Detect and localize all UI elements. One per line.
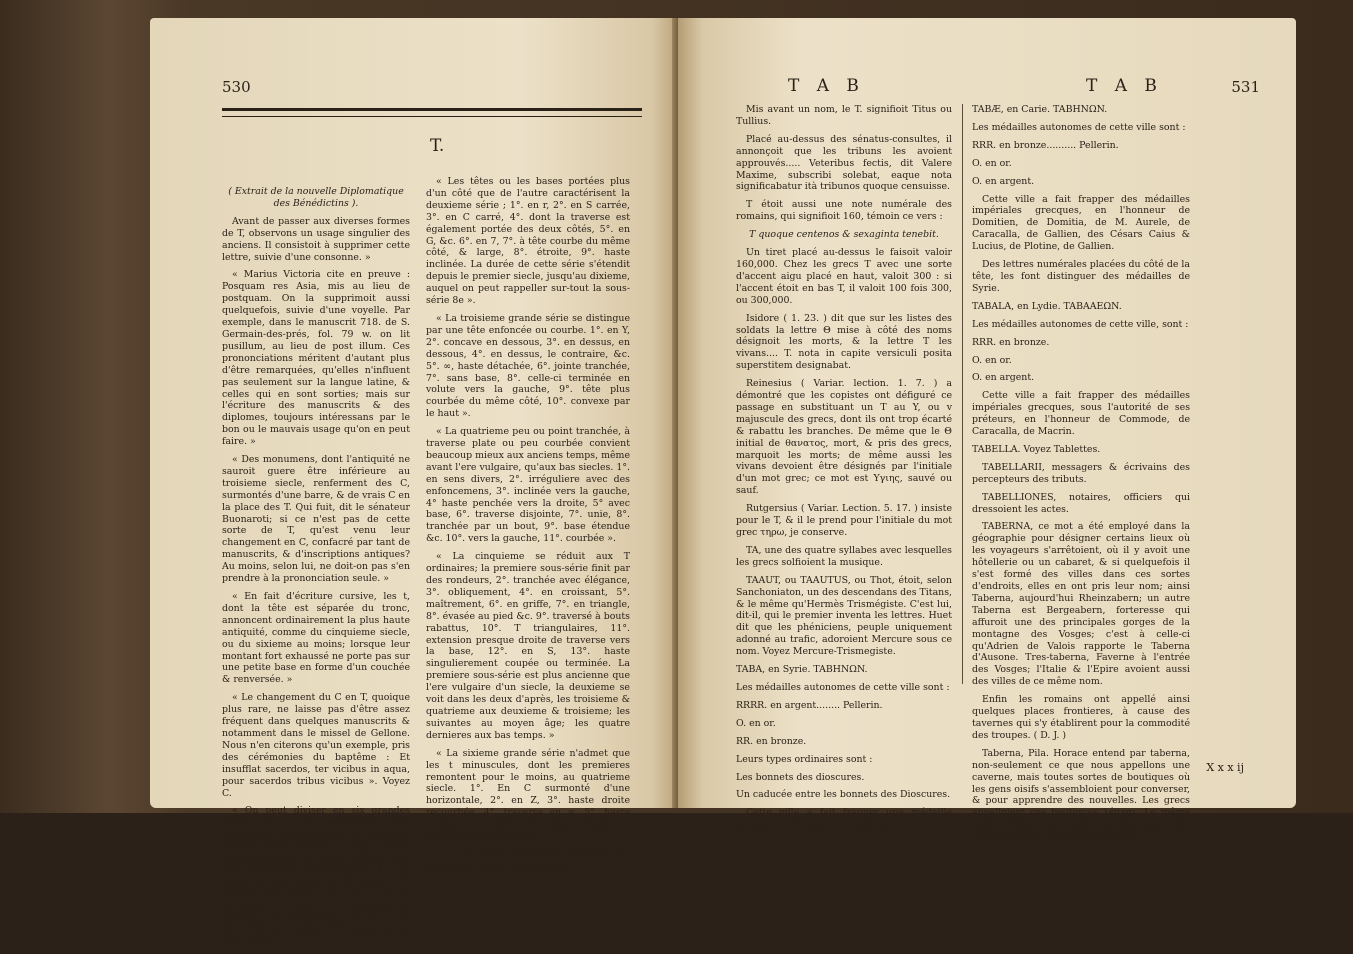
list-item: Les bonnets des dioscures. [736,771,865,783]
paragraph: « Marius Victoria cite en preuve : Posquam res Asia, mis au lieu de postquam. On la supprimoit aussi quelquefois, suivie d'une voyelle. Par exemple, dans le manuscrit 718. de S. Germain-des-prés, fol. 79 w. on lit pusillum, au lieu de post illum. Ces prononciations méritent d'autant plus d'être remarquées, qu'elles n'influent pas seulement sur la langue latine, & celles qui en sont sorties; mais sur l'écriture des manuscrits & des diplomes, toujours intéressans par le bon ou le mauvais usage qu'on en peut faire. » [222,269,410,448]
left-page [150,18,678,948]
paragraph: « La sixieme grande série n'admet que les t minuscules, dont les premieres remontent pour le moins, au quatrieme siecle. 1°. En C surmonté d'une horizontale, 2°. en Z, 3°. haste droite recourbée, 4°. traverse en ∞, 5°. haste terminée de même, 6°. tête irréguliere, 7°. gothique, 8°. croisé. » [426,747,630,843]
running-head-right: T A B [1086,76,1163,96]
list-item: Leurs types ordinaires sont : [736,753,873,765]
left-page-number: 530 [222,78,251,96]
paragraph: Le T se trouve quelquefois employé à la place de L. Voyez cette lettre. [426,848,630,872]
signature-mark: X x x ij [1206,761,1244,774]
paragraph: Des lettres numérales placées du côté de la tête, les font distinguer des médailles de Syrie. [972,259,1190,294]
paragraph: T étoit aussi une note numérale des romains, qui signifioit 160, témoin ce vers : [736,199,952,223]
list-item: RRRR. en argent........ Pellerin. [736,699,883,711]
list-item: RRR. en bronze. [972,336,1050,348]
right-page-number: 531 [1231,78,1260,96]
entry-heading: TABELLA. Voyez Tablettes. [972,443,1101,455]
paragraph: TABELLARII, messagers & écrivains des percepteurs des tributs. [972,461,1190,485]
entry-heading: TABALA, en Lydie. TABAAEΩN. [972,300,1122,312]
section-title: T. [430,136,445,156]
paragraph: « La troisieme grande série se distingue par une tête enfoncée ou courbe. 1°. en Y, 2°. concave en dessous, 3°. en dessus, en dessous, 4°. en dessus, le contraire, &c. 5°. ∞, haste détachée, 6°. jointe tranchée, 7°. sans base, 8°. celle-ci terminée en volute vers la gauche, 9°. tête plus courbée du même côté, 10°. convexe par le haut ». [426,312,630,420]
list-item: O. en argent. [972,175,1035,187]
paragraph: Rutgersius ( Variar. Lection. 5. 17. ) insiste pour le T, & il le prend pour l'initiale du mot grec τηρω, je conserve. [736,503,952,538]
right-page [678,18,1296,843]
header-rule [222,108,642,117]
list-item: O. en or. [972,354,1012,366]
list-item: O. en argent. [972,372,1035,384]
paragraph: TABELLIONES, notaires, officiers qui dressoient les actes. [972,491,1190,515]
paragraph: Cette ville a fait frapper des médailles impériales grecques, sous l'autorité de ses préteurs, en l'honneur de Commode, de Caracalla, de Macrin. [972,390,1190,438]
paragraph: Cette ville a fait frapper des médailles impériales grecques, en l'honneur de Domitien, de Domitia, de M. Aurele, de Caracalla, de Gallien, des Césars Caius & Lucius, de Plotine, de Gallien. [972,193,1190,253]
left-column-1 [222,186,410,954]
paragraph: « La cinquieme se réduit aux T ordinaires; la premiere sous-série finit par des rondeurs, 2°. tranchée avec élégance, 3°. obliquement, 4°. en croissant, 5°. maîtrement, 6°. en griffe, 7°. en triangle, 8°. évasée au pied &c. 9°. traversé à bouts rabattus, 10°. T triangulaires, 11°. extension presque droite de traverse vers la base, 12°. en S, 13°. haste singulierement coupée ou terminée. La premiere sous-série est plus ancienne que l'ere vulgaire d'un siecle, la deuxieme se voit dans les deux d'après, les troisieme & quatrieme aux deuxieme & troisieme; les suivantes au moyen âge; les quatre dernieres aux bas temps. » [426,551,630,741]
paragraph: « Le changement du C en T, quoique plus rare, ne laisse pas d'être assez fréquent dans quelques manuscrits & notamment dans le missel de Gellone. Nous n'en citerons qu'un exemple, pris des cérémonies du baptême : Et insufflat sacerdos, ter vicibus in aqua, pour sacerdos tribus vicibus ». Voyez C. [222,692,410,799]
paragraph: « En fait d'écriture cursive, les t, dont la tête est séparée du tronc, annoncent ordinairement la plus haute antiquité, comme du cinquieme siecle, ou du sixieme au moins; lorsque leur montant fort exhaussé ne porte pas sur une petite base en forme d'un couchée & renversée. » [222,591,410,686]
paragraph: Enfin les romains ont appellé ainsi quelques places frontieres, à cause des tavernes qui s'y établirent pour la commodité des troupes. ( D. J. ) [972,694,1190,741]
entry-heading: TABÆ, en Carie. TABHNΩN. [972,104,1108,115]
right-column-2 [972,104,1190,849]
paragraph: Isidore ( 1. 23. ) dit que sur les listes des soldats la lettre Θ mise à côté des noms désignoit les morts, & la lettre T les vivans.... T. nota in capite versiculi posita superstitem designabat. [736,312,952,372]
list-item: Les médailles autonomes de cette ville, sont : [972,318,1189,330]
paragraph: ( Extrait de la nouvelle Diplomatique des Bénédictins ). [228,186,404,209]
paragraph: Cette ville a fait frapper une médaille grecque en l'honneur d'Hadrien. [736,807,952,831]
running-head-left: T A B [788,76,865,96]
paragraph: TABERNA, ce mot a été employé dans la géographie pour désigner certains lieux où les voyageurs s'arrêtoient, où il y avoit une hôtellerie ou un cabaret, & si quelquefois il s'est formé des villes dans ces sortes d'endroits, elles en ont pris leur nom; ainsi Taberna, aujourd'hui Rheinzabern; un autre Taberna est Bergeabern, forteresse qui affuroit une des principales gorges de la montagne des Vosges; c'est à celle-ci qu'Adrien de Valois rapporte le Taberna d'Ausone. Tres-taberna, Faverne à l'entrée des Vosges; l'Italie & l'Epire avoient aussi des villes de ce même nom. [972,521,1190,688]
paragraph: Mis avant un nom, le T. signifioit Titus ou Tullius. [736,104,952,127]
list-item: RRR. en bronze.......... Pellerin. [972,139,1119,151]
right-column-1 [736,104,952,837]
paragraph: « On peut diviser en six grandes séries les T des manuscrits, des marbres & des médailles. La premiere grande série définie à ceux qu'une traverse coupe ou divise, débute par des caracteres très-antiques. 1°. en croix, 2°. en croix de S. André, 3°. droites, traversées vers le haut, 4°. en th saxon, 5°. en 8, 6°. formées de courbes, 7°. irrégulieres, 8°. en €, 9°. en F, 10°. en y grec, 11°. tirant sur l'y grec, &c ». [222,805,410,948]
paragraph: TA, une des quatre syllabes avec lesquelles les grecs solfioient la musique. [736,544,952,568]
paragraph: Taberna, Pila. Horace entend par taberna, non-seulement ce que nous appellons une caverne, mais toutes sortes de boutiques où les gens oisifs s'assembloient pour converser, & pour apprendre des nouvelles. Les grecs appelloient ces boutiques λέσχαι. Le même poëte désigne par pila, les boutiques des libraires, parce que ces boutiques [972,747,1190,843]
list-item: RR. en bronze. [736,735,807,747]
paragraph: TAAUT, ou TAAUTUS, ou Thot, étoit, selon Sanchoniaton, un des descendans des Titans, & le même qu'Hermès Trismégiste. C'est lui, dit-il, qui le premier inventa les lettres. Huet dit que les phéniciens, peuple uniquement adonné au trafic, adoroient Mercure sous ce nom. Voyez Mercure-Trismegiste. [736,574,952,658]
entry-heading: TABA, en Syrie. TABHNΩN. [736,664,868,676]
paragraph: « Les têtes ou les bases portées plus d'un côté que de l'autre caractérisent la deuxieme série ; 1°. en r, 2°. en S carrée, 3°. en C carré, 4°. dont la traverse est également portée des deux côtés, 5°. en G, &c. 6°. en 7, 7°. à tête courbe du même côté, & large, 8°. étroite, 9°. haste inclinée. La durée de cette série s'étendit depuis le premier siecle, jusqu'au dixieme, auquel on peut rappeller sur-tout la sous-série 8e ». [426,176,630,307]
column-divider [962,104,963,684]
paragraph: « La quatrieme peu ou point tranchée, à traverse plate ou peu courbée convient beaucoup mieux aux anciens temps, même avant l'ere vulgaire, qu'aux bas siecles. 1°. en sens divers, 2°. irréguliere avec des enfoncemens, 3°. inclinée vers la gauche, 4° haste penchée vers la droite, 5° avec base, 6°. traverse disjointe, 7°. unie, 8°. tranchée par un bout, 9°. base étendue &c. 10°. vers la gauche, 11°. courbée ». [426,426,630,545]
paragraph: Reinesius ( Variar. lection. 1. 7. ) a démontré que les copistes ont défiguré ce passage en substituant un T au Y, ou v majuscule des grecs, dont ils ont trop écarté & rabattu les branches. De même que le Θ initial de θανατος, mort, & pris des grecs, marquoit les morts; de même aussi les vivans devoient être désignés par l'initiale d'un mot grec; ce mot est Υγιης, sauvé ou sauf. [736,378,952,497]
list-item: Les médailles autonomes de cette ville sont : [972,121,1186,133]
paragraph: Avant de passer aux diverses formes de T, observons un usage singulier des anciens. Il consistoit à supprimer cette lettre, suivie d'une consonne. » [222,215,410,263]
list-item: Les médailles autonomes de cette ville sont : [736,681,950,693]
list-item: O. en or. [972,157,1012,169]
list-item: Un caducée entre les bonnets des Dioscures. [736,789,951,801]
list-item: O. en or. [736,717,776,729]
paragraph: Placé au-dessus des sénatus-consultes, il annonçoit que les tribuns les avoient approuvés..... Veteribus fectis, dit Valere Maxime, subscribi solebat, eaque nota significabatur ità tribunos quoque censuisse. [736,133,952,193]
verse: T quoque centenos & sexaginta tenebit. [749,229,939,241]
paragraph: « Des monumens, dont l'antiquité ne sauroit guere être inférieure au troisieme siecle, renferment des C, surmontés d'une barre, & de vrais C en la place des T. Qui fuit, dit le sénateur Buonaroti; si ce n'est pas de cette sorte de T, qu'est venu leur changement en C, confacré par tant de manuscrits, & d'inscriptions antiques? Au moins, selon lui, ne doit-on pas s'en prendre à la prononciation seule. » [222,454,411,585]
left-column-2 [426,176,630,879]
paragraph: Un tiret placé au-dessus le faisoit valoir 160,000. Chez les grecs T avec une sorte d'accent aigu placé en haut, valoit 300 : si l'accent étoit en bas T, il valoit 100 fois 300, ou 300,000. [736,247,952,306]
